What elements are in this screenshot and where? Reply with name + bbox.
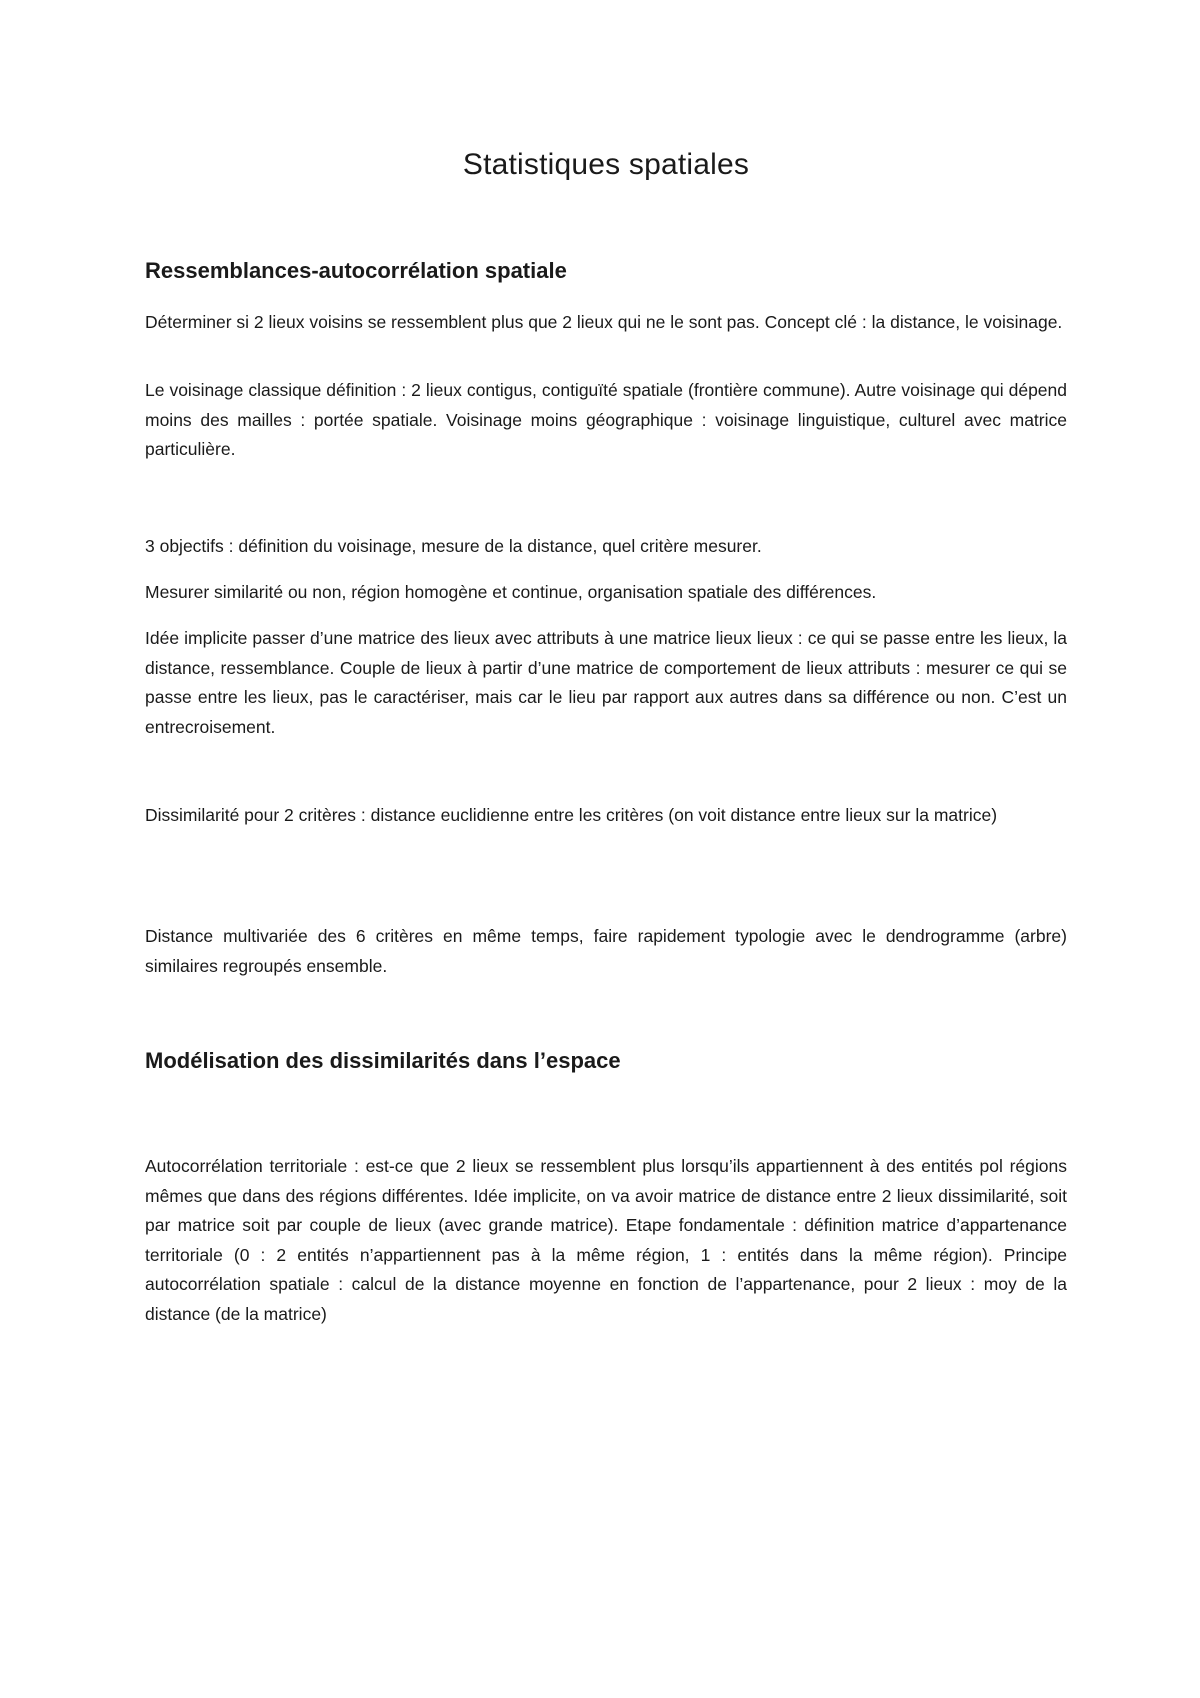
paragraph: Dissimilarité pour 2 critères : distance euclidienne entre les critères (on voit distance entre lieux sur la matrice) (145, 805, 998, 825)
document-title: Statistiques spatiales (462, 148, 750, 181)
section-heading-autocorrelation: Ressemblances-autocorrélation spatiale (145, 258, 567, 283)
paragraph: 3 objectifs : définition du voisinage, mesure de la distance, quel critère mesurer. (145, 536, 762, 556)
paragraph: Autocorrélation territoriale : est-ce que 2 lieux se ressemblent plus lorsqu’ils appartiennent à des entités pol régions mêmes que dans des régions différentes. Idée implicite, on va avoir matrice de distance entre 2 lieux dissimilarité, soit par matrice soit par couple de lieux (avec grande matrice). Etape fondamentale : définition matrice d’appartenance territoriale (0 : 2 entités n’appartiennent pas à la même région, 1 : entités dans la même région). Principe autocorrélation spatiale : calcul de la distance moyenne en fonction de l’appartenance, pour 2 lieux : moy de la distance (de la matrice) (145, 1156, 1067, 1324)
paragraph: Déterminer si 2 lieux voisins se ressemblent plus que 2 lieux qui ne le sont pas. Concept clé : la distance, le voisinage. (145, 312, 1063, 332)
paragraph: Le voisinage classique définition : 2 lieux contigus, contiguïté spatiale (frontière commune). Autre voisinage qui dépend moins des mailles : portée spatiale. Voisinage moins géographique : voisinage linguistique, culturel avec matrice particulière. (145, 380, 1067, 459)
paragraph: Idée implicite passer d’une matrice des lieux avec attributs à une matrice lieux lieux : ce qui se passe entre les lieux, la distance, ressemblance. Couple de lieux à partir d’une matrice de comportement de lieux attributs : mesurer ce qui se passe entre les lieux, pas le caractériser, mais car le lieu par rapport aux autres dans sa différence ou non. C’est un entrecroisement. (145, 628, 1067, 737)
section-heading-dissimilarities: Modélisation des dissimilarités dans l’espace (145, 1048, 621, 1073)
paragraph: Distance multivariée des 6 critères en même temps, faire rapidement typologie avec le dendrogramme (arbre) similaires regroupés ensemble. (145, 926, 1067, 976)
paragraph: Mesurer similarité ou non, région homogène et continue, organisation spatiale des différences. (145, 582, 877, 602)
